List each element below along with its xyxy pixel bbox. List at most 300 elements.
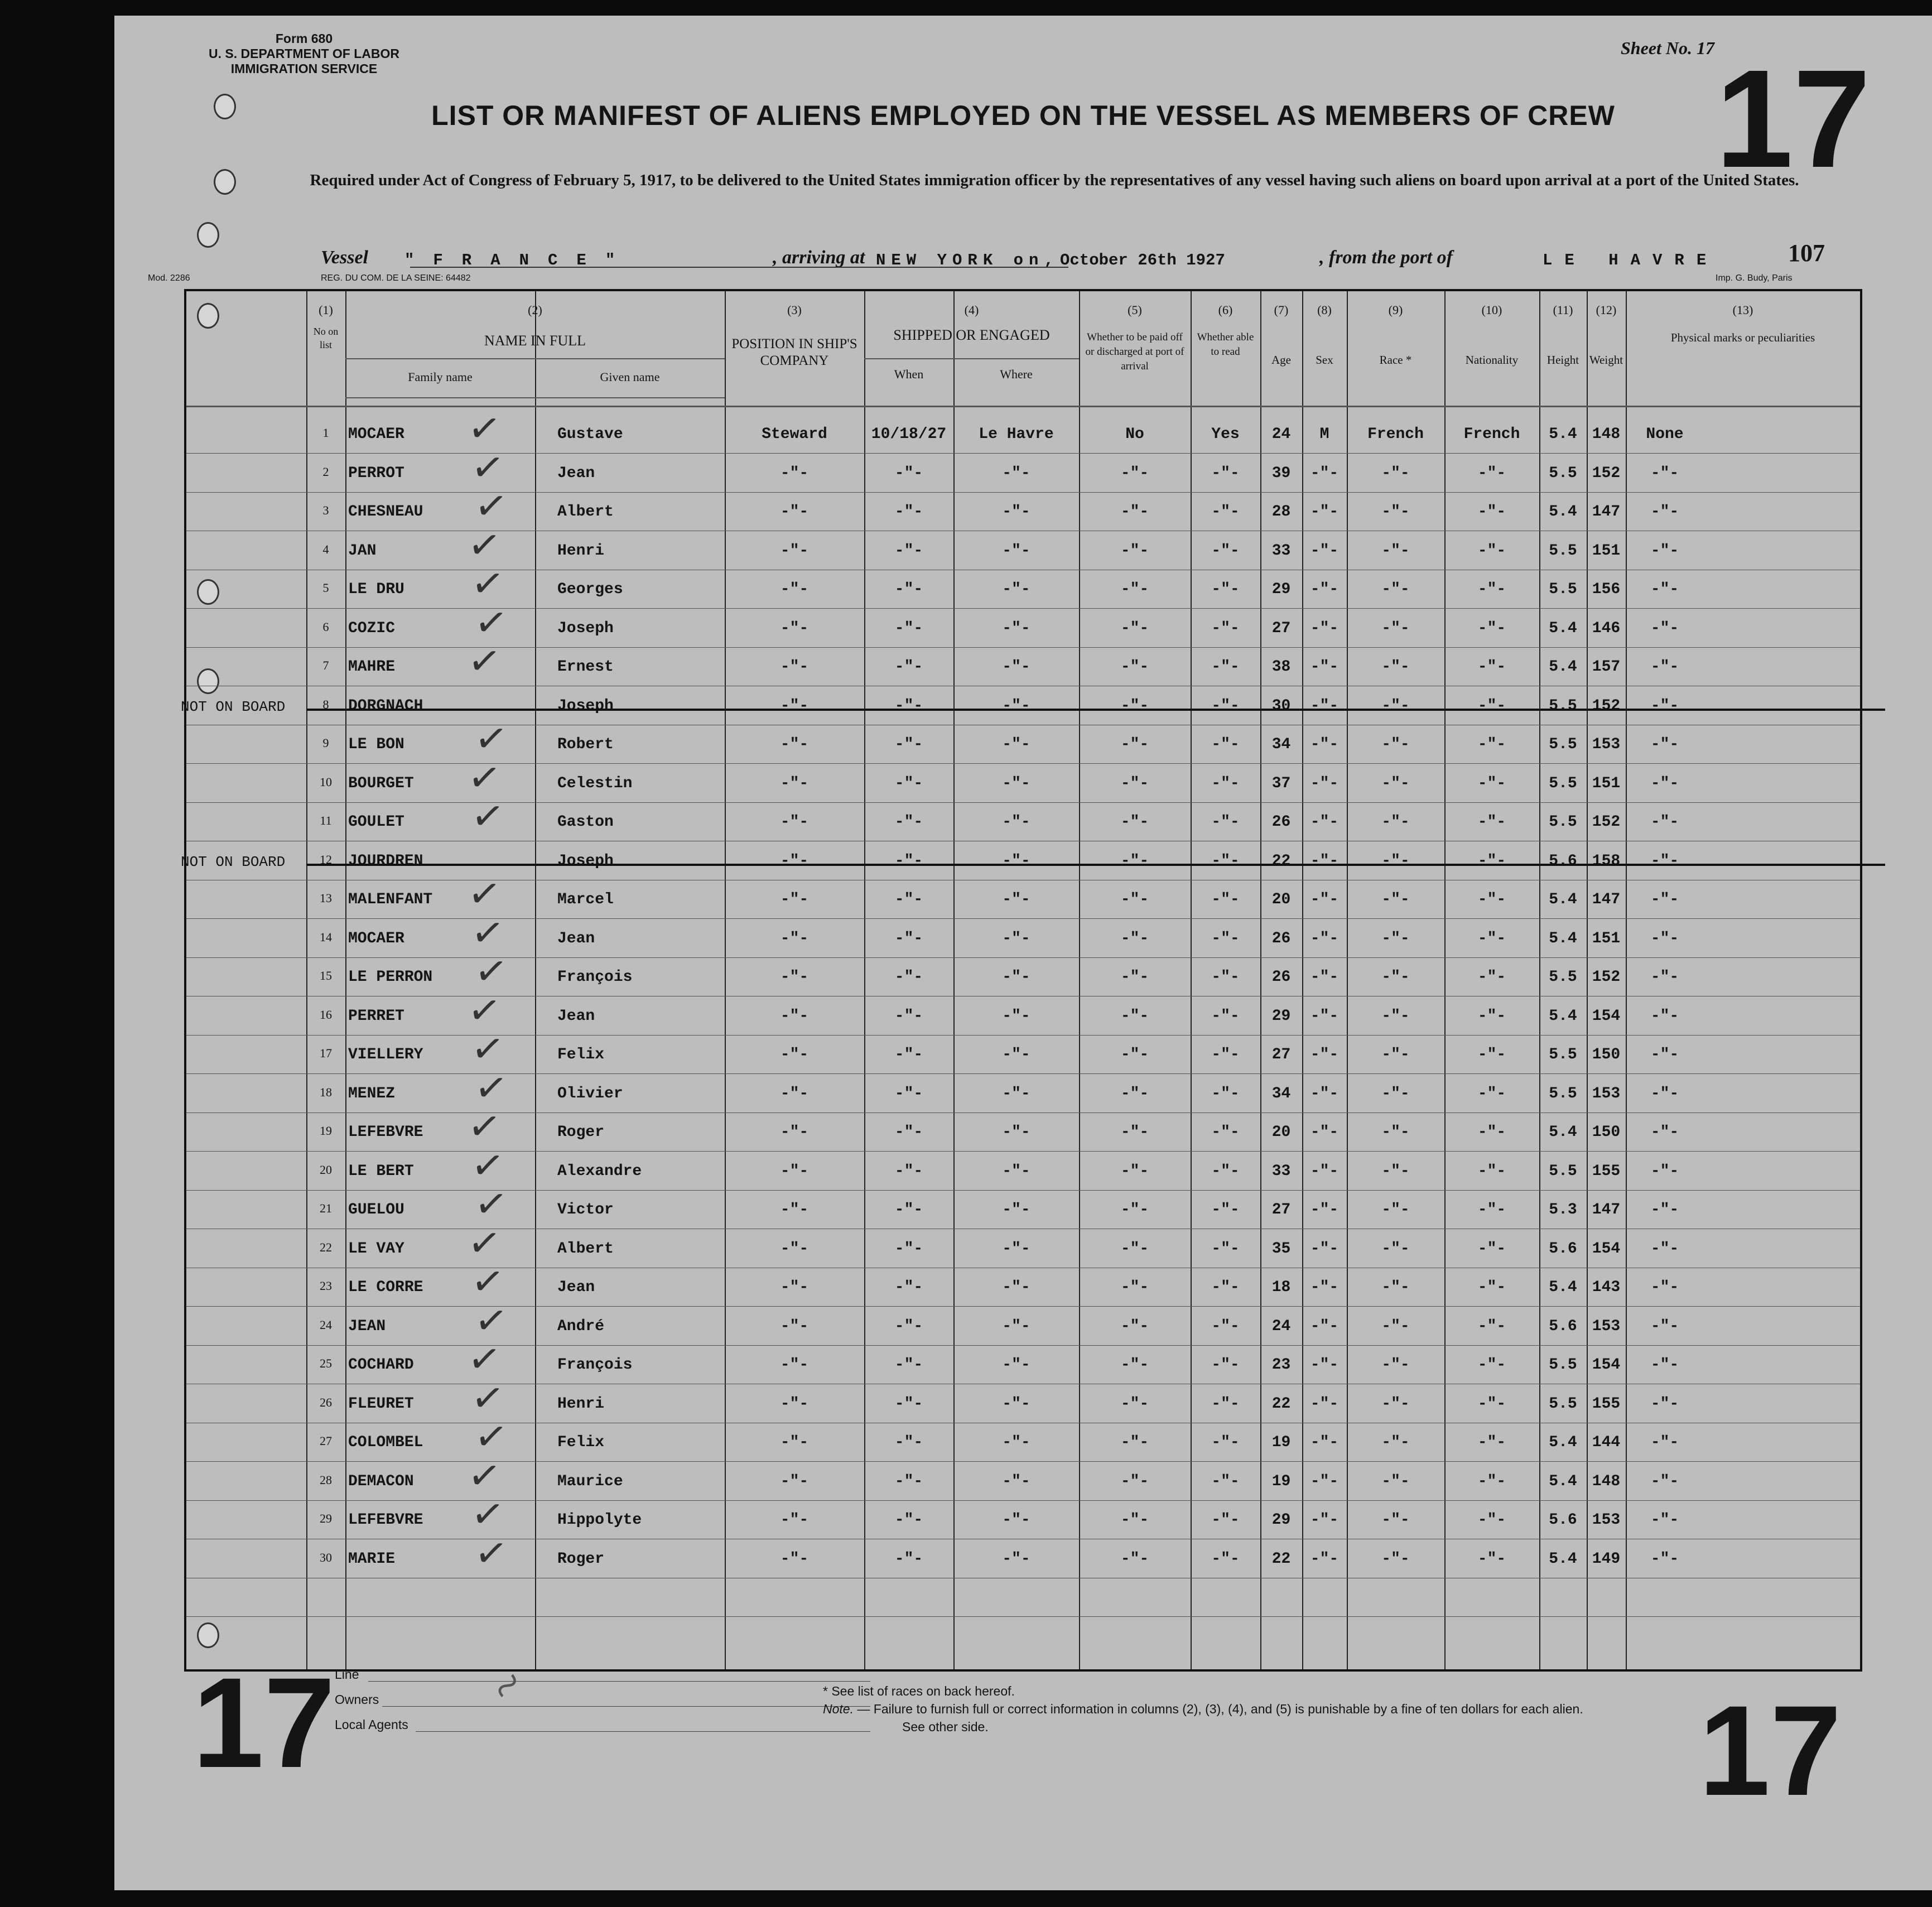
row-rule (186, 492, 1860, 493)
cell-paid: No (1125, 426, 1144, 443)
cell-paid: -"- (1120, 736, 1149, 753)
cell-read: -"- (1211, 1085, 1240, 1102)
cell-given: Gaston (557, 813, 614, 831)
cell-given: Robert (557, 736, 614, 753)
cell-when: -"- (894, 1317, 923, 1335)
cell-read: -"- (1211, 1007, 1240, 1025)
cell-given: Hippolyte (557, 1511, 642, 1529)
cell-read: -"- (1211, 852, 1240, 870)
cell-given: François (557, 969, 633, 986)
check-mark-icon: ✓ (465, 752, 504, 803)
col-7-num: (7) (1274, 303, 1289, 317)
cell-read: -"- (1211, 1356, 1240, 1374)
cell-sex: -"- (1310, 969, 1339, 986)
cell-given: Jean (557, 1007, 595, 1025)
col-13-num: (13) (1732, 303, 1753, 317)
row-rule (345, 397, 725, 398)
cell-sex: -"- (1310, 930, 1339, 947)
cell-position: -"- (780, 774, 809, 792)
footer-line-rule (368, 1681, 870, 1682)
cell-read: -"- (1211, 736, 1240, 753)
cell-sex: -"- (1310, 1046, 1339, 1063)
strike-through-line (306, 709, 1885, 711)
cell-family: GOULET (348, 813, 404, 831)
cell-weight: 154 (1592, 1007, 1621, 1025)
cell-sex: -"- (1310, 1240, 1339, 1258)
check-mark-icon: ✓ (471, 714, 511, 764)
cell-paid: -"- (1120, 1162, 1149, 1180)
row-rule (186, 957, 1860, 958)
cell-height: 5.4 (1549, 1434, 1577, 1451)
cell-marks: -"- (1650, 1279, 1679, 1296)
cell-marks: -"- (1650, 581, 1679, 598)
cell-weight: 153 (1592, 736, 1621, 753)
cell-nationality: French (1463, 426, 1520, 443)
cell-read: -"- (1211, 1162, 1240, 1180)
cell-position: -"- (780, 464, 809, 482)
row-rule (186, 1461, 1860, 1462)
cell-when: -"- (894, 1007, 923, 1025)
cell-where: -"- (1002, 619, 1030, 637)
cell-weight: 154 (1592, 1240, 1621, 1258)
cell-marks: -"- (1650, 1085, 1679, 1102)
cell-height: 5.5 (1549, 1356, 1577, 1374)
cell-race: -"- (1381, 581, 1410, 598)
col-9-label: Race * (1379, 353, 1412, 367)
cell-given: Roger (557, 1550, 605, 1568)
cell-family: COZIC (348, 619, 396, 637)
cell-weight: 150 (1592, 1124, 1621, 1141)
cell-position: -"- (780, 697, 809, 715)
stamp-number-bottom-right: 17 (1699, 1679, 1842, 1822)
cell-read: -"- (1211, 813, 1240, 831)
cell-position: Steward (762, 426, 827, 443)
check-mark-icon: ✓ (468, 442, 508, 493)
cell-no: 22 (320, 1240, 332, 1254)
check-mark-icon: ✓ (468, 907, 508, 958)
cell-where: -"- (1002, 736, 1030, 753)
cell-where: -"- (1002, 1511, 1030, 1529)
cell-given: Jean (557, 464, 595, 482)
cell-nationality: -"- (1477, 503, 1506, 521)
cell-family: GUELOU (348, 1201, 404, 1219)
cell-when: -"- (894, 891, 923, 908)
cell-paid: -"- (1120, 1046, 1149, 1063)
cell-height: 5.5 (1549, 697, 1577, 715)
cell-age: 24 (1271, 426, 1291, 443)
cell-paid: -"- (1120, 891, 1149, 908)
cell-when: -"- (894, 1162, 923, 1180)
binder-hole (214, 169, 236, 195)
check-mark-icon: ✓ (468, 1256, 508, 1307)
cell-height: 5.4 (1549, 1124, 1577, 1141)
cell-read: -"- (1211, 581, 1240, 598)
cell-no: 3 (322, 503, 329, 517)
cell-position: -"- (780, 852, 809, 870)
cell-age: 27 (1271, 619, 1291, 637)
arriving-label: , arriving at (773, 247, 865, 268)
col-9-num: (9) (1388, 303, 1403, 317)
cell-race: -"- (1381, 852, 1410, 870)
cell-race: -"- (1381, 930, 1410, 947)
cell-where: -"- (1002, 1317, 1030, 1335)
cell-age: 28 (1271, 503, 1291, 521)
cell-where: -"- (1002, 1046, 1030, 1063)
col-2-family-label: Family name (408, 370, 473, 384)
cell-paid: -"- (1120, 1434, 1149, 1451)
cell-no: 17 (320, 1046, 332, 1060)
cell-height: 5.4 (1549, 1007, 1577, 1025)
cell-sex: -"- (1310, 542, 1339, 560)
cell-weight: 152 (1592, 813, 1621, 831)
cell-where: -"- (1002, 1124, 1030, 1141)
cell-no: 4 (322, 542, 329, 556)
row-rule (186, 1190, 1860, 1191)
cell-position: -"- (780, 813, 809, 831)
cell-when: -"- (894, 1356, 923, 1374)
cell-read: -"- (1211, 464, 1240, 482)
cell-paid: -"- (1120, 464, 1149, 482)
cell-paid: -"- (1120, 697, 1149, 715)
cell-where: -"- (1002, 1240, 1030, 1258)
cell-when: -"- (894, 1085, 923, 1102)
department: U. S. DEPARTMENT OF LABOR (208, 46, 399, 61)
cell-given: Alexandre (557, 1162, 642, 1180)
cell-read: Yes (1211, 426, 1240, 443)
cell-race: -"- (1381, 1279, 1410, 1296)
cell-family: LE BON (348, 736, 404, 753)
cell-weight: 157 (1592, 658, 1621, 676)
row-rule (186, 647, 1860, 648)
cell-read: -"- (1211, 1472, 1240, 1490)
cell-height: 5.5 (1549, 1395, 1577, 1413)
cell-family: LEFEBVRE (348, 1511, 423, 1529)
cell-sex: -"- (1310, 1550, 1339, 1568)
footer-line-label: Line (335, 1667, 359, 1682)
cell-age: 34 (1271, 1085, 1291, 1102)
check-mark-icon: ✓ (468, 1140, 508, 1191)
cell-no: 20 (320, 1162, 332, 1177)
strike-through-line (306, 864, 1885, 866)
cell-no: 28 (320, 1472, 332, 1487)
cell-position: -"- (780, 503, 809, 521)
cell-age: 29 (1271, 581, 1291, 598)
cell-position: -"- (780, 1162, 809, 1180)
cell-sex: -"- (1310, 852, 1339, 870)
cell-marks: -"- (1650, 736, 1679, 753)
cell-height: 5.5 (1549, 1085, 1577, 1102)
cell-read: -"- (1211, 503, 1240, 521)
cell-paid: -"- (1120, 813, 1149, 831)
cell-weight: 158 (1592, 852, 1621, 870)
cell-age: 26 (1271, 813, 1291, 831)
col-4-label: SHIPPED OR ENGAGED (893, 327, 1050, 343)
cell-family: LE DRU (348, 581, 404, 598)
cell-marks: -"- (1650, 1550, 1679, 1568)
cell-paid: -"- (1120, 581, 1149, 598)
cell-when: -"- (894, 1395, 923, 1413)
cell-no: 15 (320, 969, 332, 983)
cell-sex: -"- (1310, 464, 1339, 482)
cell-height: 5.6 (1549, 1240, 1577, 1258)
cell-when: -"- (894, 619, 923, 637)
col-4-when-label: When (894, 367, 924, 381)
cell-no: 21 (320, 1201, 332, 1215)
cell-family: BOURGET (348, 774, 414, 792)
cell-given: Celestin (557, 774, 633, 792)
cell-family: COLOMBEL (348, 1434, 423, 1451)
cell-no: 27 (320, 1434, 332, 1448)
cell-height: 5.4 (1549, 930, 1577, 947)
cell-weight: 155 (1592, 1395, 1621, 1413)
cell-family: MALENFANT (348, 891, 433, 908)
cell-height: 5.5 (1549, 1046, 1577, 1063)
cell-weight: 152 (1592, 969, 1621, 986)
cell-paid: -"- (1120, 542, 1149, 560)
binder-hole (197, 222, 219, 248)
check-mark-icon: ✓ (465, 1450, 504, 1501)
col-1-label: No on list (313, 326, 339, 350)
cell-nationality: -"- (1477, 969, 1506, 986)
cell-read: -"- (1211, 930, 1240, 947)
cell-weight: 154 (1592, 1356, 1621, 1374)
cell-when: -"- (894, 969, 923, 986)
check-mark-icon: ✓ (465, 869, 504, 919)
cell-height: 5.4 (1549, 619, 1577, 637)
cell-read: -"- (1211, 1395, 1240, 1413)
cell-height: 5.4 (1549, 503, 1577, 521)
cell-race: -"- (1381, 813, 1410, 831)
cell-paid: -"- (1120, 1356, 1149, 1374)
cell-family: PERRET (348, 1007, 404, 1025)
col-11-label: Height (1546, 353, 1579, 367)
cell-no: 10 (320, 774, 332, 789)
cell-position: -"- (780, 1511, 809, 1529)
cell-read: -"- (1211, 1279, 1240, 1296)
col-6-label: Whether able to read (1197, 331, 1254, 358)
cell-sex: -"- (1310, 736, 1339, 753)
cell-read: -"- (1211, 697, 1240, 715)
cell-where: -"- (1002, 542, 1030, 560)
cell-height: 5.5 (1549, 969, 1577, 986)
cell-when: -"- (894, 697, 923, 715)
subtitle: Required under Act of Congress of February 5, 1917, to be delivered to the United States immigration officer by the representatives of any vessel having such aliens on board upon arrival at a port of the United States. (310, 171, 1799, 189)
cell-position: -"- (780, 891, 809, 908)
cell-paid: -"- (1120, 852, 1149, 870)
cell-marks: -"- (1650, 1434, 1679, 1451)
check-mark-icon: ✓ (468, 791, 508, 841)
cell-age: 27 (1271, 1201, 1291, 1219)
cell-where: -"- (1002, 464, 1030, 482)
cell-sex: -"- (1310, 1201, 1339, 1219)
cell-family: MOCAER (348, 426, 404, 443)
cell-race: -"- (1381, 464, 1410, 482)
cell-paid: -"- (1120, 1472, 1149, 1490)
col-5-num: (5) (1128, 303, 1142, 317)
cell-marks: -"- (1650, 1046, 1679, 1063)
row-rule (186, 1306, 1860, 1307)
cell-nationality: -"- (1477, 813, 1506, 831)
row-rule (864, 358, 1079, 359)
cell-read: -"- (1211, 969, 1240, 986)
cell-race: -"- (1381, 969, 1410, 986)
row-rule (186, 1616, 1860, 1617)
cell-height: 5.3 (1549, 1201, 1577, 1219)
cell-sex: -"- (1310, 1317, 1339, 1335)
cell-where: -"- (1002, 697, 1030, 715)
cell-position: -"- (780, 969, 809, 986)
cell-sex: -"- (1310, 1124, 1339, 1141)
cell-race: -"- (1381, 1550, 1410, 1568)
sheet-number: Sheet No. 17 (1621, 38, 1714, 58)
cell-height: 5.5 (1549, 542, 1577, 560)
cell-no: 1 (322, 426, 329, 440)
cell-when: 10/18/27 (871, 426, 947, 443)
cell-where: -"- (1002, 1395, 1030, 1413)
col-2-given-label: Given name (600, 370, 660, 384)
cell-weight: 153 (1592, 1085, 1621, 1102)
cell-read: -"- (1211, 1124, 1240, 1141)
col-6-num: (6) (1218, 303, 1233, 317)
see-other-side: See other side. (902, 1720, 989, 1734)
cell-height: 5.5 (1549, 813, 1577, 831)
row-rule (186, 1035, 1860, 1036)
cell-sex: -"- (1310, 813, 1339, 831)
cell-race: -"- (1381, 697, 1410, 715)
cell-race: -"- (1381, 1395, 1410, 1413)
cell-nationality: -"- (1477, 1356, 1506, 1374)
cell-when: -"- (894, 1472, 923, 1490)
col-5-label: Whether to be paid off or discharged at port of arrival (1085, 331, 1184, 372)
cell-position: -"- (780, 1434, 809, 1451)
cell-nationality: -"- (1477, 891, 1506, 908)
vessel-label: Vessel (321, 247, 368, 268)
cell-where: -"- (1002, 1472, 1030, 1490)
cell-race: -"- (1381, 1162, 1410, 1180)
cell-age: 20 (1271, 1124, 1291, 1141)
cell-given: André (557, 1317, 605, 1335)
cell-where: -"- (1002, 1279, 1030, 1296)
cell-read: -"- (1211, 619, 1240, 637)
cell-race: -"- (1381, 1085, 1410, 1102)
cell-height: 5.5 (1549, 464, 1577, 482)
binder-hole (214, 94, 236, 119)
cell-paid: -"- (1120, 1279, 1149, 1296)
row-rule (345, 358, 725, 359)
cell-given: Joseph (557, 619, 614, 637)
cell-age: 33 (1271, 542, 1291, 560)
cell-nationality: -"- (1477, 1317, 1506, 1335)
check-mark-icon: ✓ (468, 558, 508, 609)
col-10-label: Nationality (1465, 353, 1519, 367)
cell-marks: -"- (1650, 1240, 1679, 1258)
cell-weight: 153 (1592, 1317, 1621, 1335)
cell-where: -"- (1002, 1201, 1030, 1219)
cell-where: -"- (1002, 1085, 1030, 1102)
cell-sex: -"- (1310, 503, 1339, 521)
cell-given: François (557, 1356, 633, 1374)
col-11-num: (11) (1553, 303, 1573, 317)
cell-marks: -"- (1650, 852, 1679, 870)
mod-number: Mod. 2286 (148, 273, 190, 283)
cell-nationality: -"- (1477, 581, 1506, 598)
arrival-port: NEW YORK on, (876, 251, 1059, 269)
row-rule (186, 802, 1860, 803)
cell-marks: -"- (1650, 542, 1679, 560)
cell-marks: -"- (1650, 1356, 1679, 1374)
cell-position: -"- (780, 1007, 809, 1025)
cell-race: -"- (1381, 1007, 1410, 1025)
cell-age: 26 (1271, 969, 1291, 986)
cell-where: -"- (1002, 581, 1030, 598)
cell-position: -"- (780, 1472, 809, 1490)
row-rule (186, 608, 1860, 609)
cell-paid: -"- (1120, 1240, 1149, 1258)
col-2-num: (2) (528, 303, 542, 317)
row-rule (186, 1151, 1860, 1152)
cell-when: -"- (894, 1046, 923, 1063)
cell-nationality: -"- (1477, 736, 1506, 753)
cell-sex: -"- (1310, 891, 1339, 908)
crew-table (181, 289, 1862, 1672)
cell-position: -"- (780, 542, 809, 560)
cell-where: -"- (1002, 1356, 1030, 1374)
cell-paid: -"- (1120, 969, 1149, 986)
cell-family: VIELLERY (348, 1046, 423, 1063)
cell-when: -"- (894, 581, 923, 598)
cell-given: Albert (557, 503, 614, 521)
cell-nationality: -"- (1477, 1395, 1506, 1413)
footer-agents-rule (416, 1731, 870, 1732)
cell-no: 29 (320, 1511, 332, 1525)
cell-when: -"- (894, 852, 923, 870)
check-mark-icon: ✓ (465, 985, 504, 1036)
col-13-label: Physical marks or peculiarities (1670, 331, 1815, 344)
stamp-number-top: 17 (1716, 41, 1871, 196)
cell-no: 5 (322, 581, 329, 595)
cell-read: -"- (1211, 1201, 1240, 1219)
cell-race: -"- (1381, 542, 1410, 560)
cell-weight: 147 (1592, 503, 1621, 521)
cell-nationality: -"- (1477, 1550, 1506, 1568)
cell-nationality: -"- (1477, 1007, 1506, 1025)
cell-where: -"- (1002, 1550, 1030, 1568)
cell-height: 5.5 (1549, 736, 1577, 753)
cell-marks: None (1646, 426, 1684, 443)
cell-marks: -"- (1650, 503, 1679, 521)
col-2-label: NAME IN FULL (484, 333, 586, 349)
arrival-date: October 26th 1927 (1060, 251, 1225, 269)
cell-height: 5.5 (1549, 1162, 1577, 1180)
cell-given: Maurice (557, 1472, 623, 1490)
cell-sex: -"- (1310, 774, 1339, 792)
cell-age: 24 (1271, 1317, 1291, 1335)
check-mark-icon: ✓ (468, 1373, 508, 1423)
cell-where: -"- (1002, 1162, 1030, 1180)
check-mark-icon: ✓ (465, 519, 504, 570)
cell-no: 7 (322, 658, 329, 672)
col-3-label: POSITION IN SHIP'S COMPANY (731, 336, 857, 368)
cell-where: -"- (1002, 774, 1030, 792)
cell-where: -"- (1002, 1434, 1030, 1451)
cell-no: 18 (320, 1085, 332, 1099)
row-rule (186, 1500, 1860, 1501)
cell-nationality: -"- (1477, 464, 1506, 482)
cell-where: -"- (1002, 503, 1030, 521)
cell-nationality: -"- (1477, 1434, 1506, 1451)
cell-family: MOCAER (348, 930, 404, 947)
cell-sex: -"- (1310, 1085, 1339, 1102)
